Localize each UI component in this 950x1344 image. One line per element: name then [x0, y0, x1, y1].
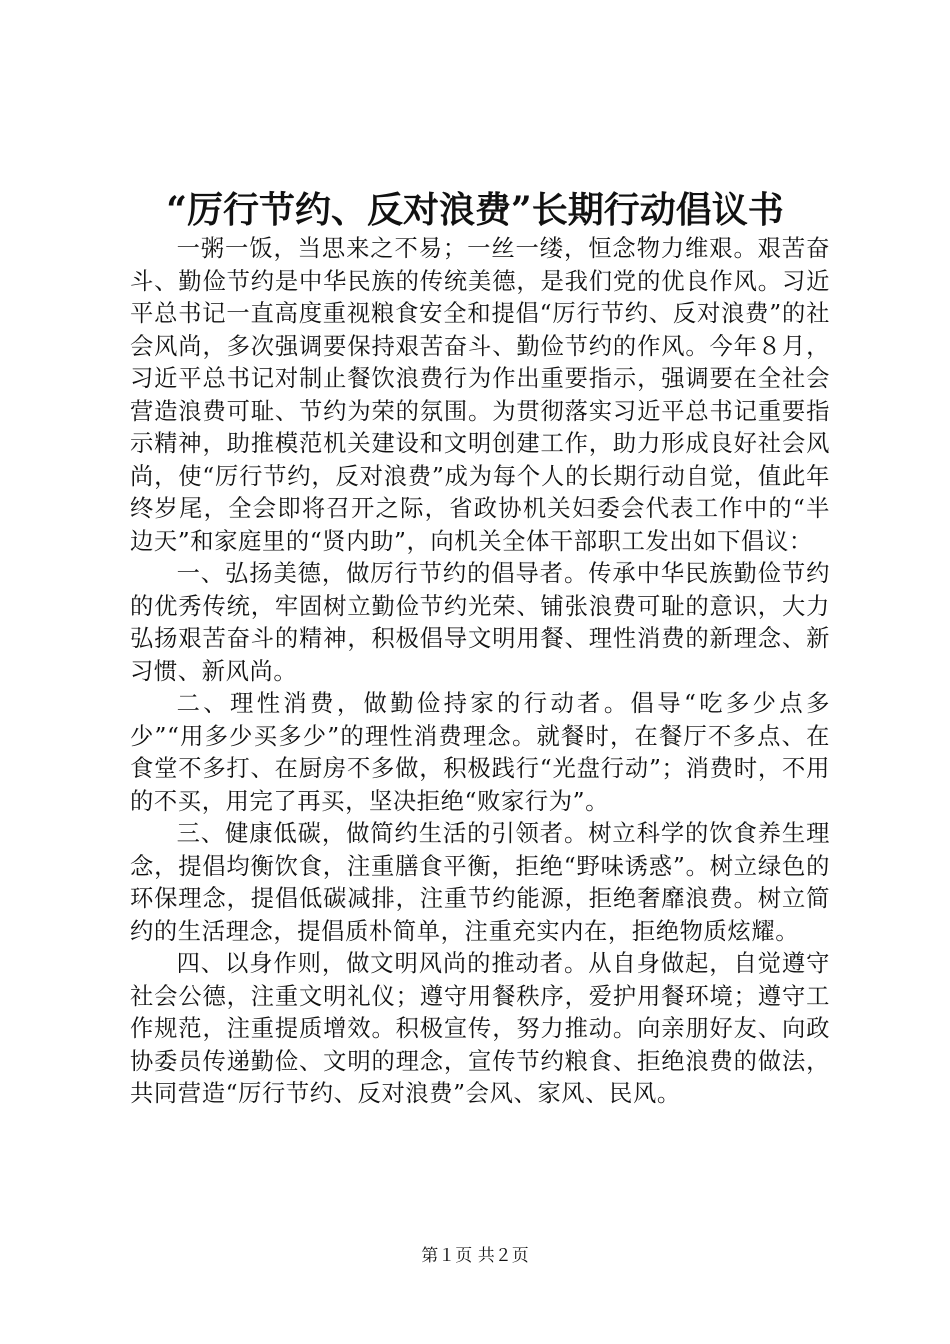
document-title: “厉行节约、反对浪费”长期行动倡议书	[166, 189, 784, 231]
proposal-paragraph-1: 一、弘扬美德，做厉行节约的倡导者。传承中华民族勤俭节约的优秀传统，牢固树立勤俭节约光荣、铺张浪费可耻的意识，大力弘扬艰苦奋斗的精神，积极倡导文明用餐、理性消费的新理念、新习惯、新风尚。	[130, 560, 830, 685]
proposal-paragraph-3: 三、健康低碳，做简约生活的引领者。树立科学的饮食养生理念，提倡均衡饮食，注重膳食平衡，拒绝“野味诱惑”。树立绿色的环保理念，提倡低碳减排，注重节约能源，拒绝奢靡浪费。树立简约的生活理念，提倡质朴简单，注重充实内在，拒绝物质炫耀。	[130, 820, 830, 945]
proposal-paragraph-4: 四、以身作则，做文明风尚的推动者。从自身做起，自觉遵守社会公德，注重文明礼仪；遵守用餐秩序，爱护用餐环境；遵守工作规范，注重提质增效。积极宣传，努力推动。向亲朋好友、向政协委员传递勤俭、文明的理念，宣传节约粮食、拒绝浪费的做法，共同营造“厉行节约、反对浪费”会风、家风、民风。	[130, 950, 830, 1107]
proposal-paragraph-2: 二、理性消费，做勤俭持家的行动者。倡导“吃多少点多少”“用多少买多少”的理性消费理念。就餐时，在餐厅不多点、在食堂不多打、在厨房不多做，积极践行“光盘行动”；消费时，不用的不买，用完了再买，坚决拒绝“败家行为”。	[130, 690, 830, 815]
document-body	[130, 233, 830, 1111]
intro-paragraph: 一粥一饭，当思来之不易；一丝一缕，恒念物力维艰。艰苦奋斗、勤俭节约是中华民族的传统美德，是我们党的优良作风。习近平总书记一直高度重视粮食安全和提倡“厉行节约、反对浪费”的社会风尚，多次强调要保持艰苦奋斗、勤俭节约的作风。今年８月，习近平总书记对制止餐饮浪费行为作出重要指示，强调要在全社会营造浪费可耻、节约为荣的氛围。为贯彻落实习近平总书记重要指示精神，助推模范机关建设和文明创建工作，助力形成良好社会风尚，使“厉行节约，反对浪费”成为每个人的长期行动自觉，值此年终岁尾，全会即将召开之际，省政协机关妇委会代表工作中的“半边天”和家庭里的“贤内助”，向机关全体干部职工发出如下倡议：	[130, 235, 830, 555]
page-number-footer: 第１页 共２页	[421, 1246, 529, 1266]
